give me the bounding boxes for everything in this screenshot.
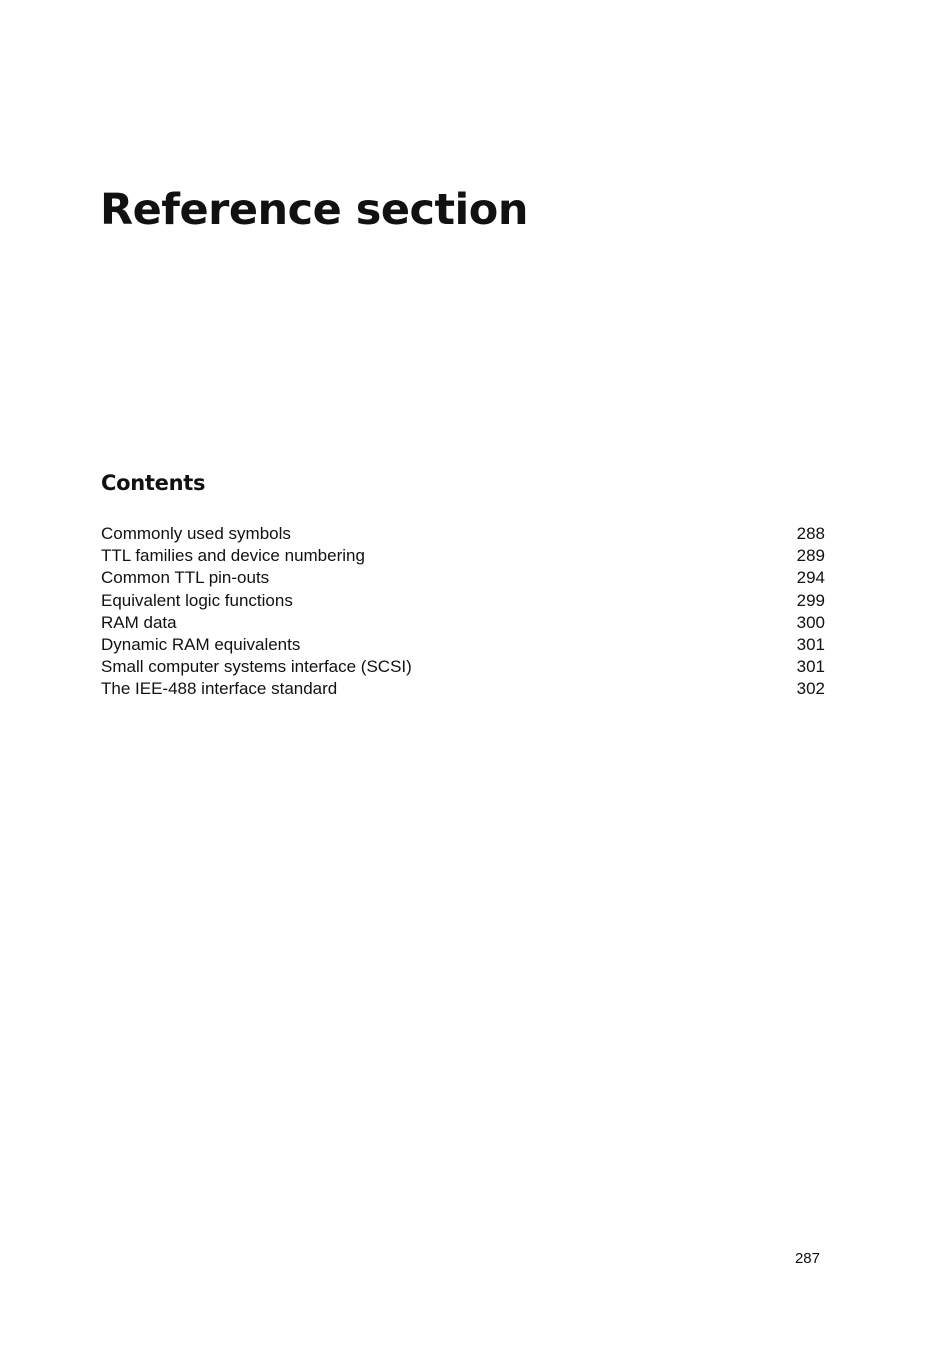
- toc-entry-page: 300: [796, 612, 825, 632]
- contents-heading: Contents: [101, 471, 206, 495]
- table-of-contents: [101, 520, 825, 698]
- toc-entry: [101, 609, 825, 631]
- toc-entry-label: Equivalent logic functions: [101, 590, 293, 610]
- toc-entry: [101, 564, 825, 586]
- toc-entry: [101, 653, 825, 675]
- page-title: Reference section: [100, 185, 528, 235]
- toc-entry-label: Commonly used symbols: [101, 524, 291, 543]
- toc-entry-page: 288: [796, 524, 825, 543]
- toc-entry-page: 289: [796, 546, 825, 566]
- toc-entry-page: 302: [796, 679, 825, 699]
- toc-entry: [101, 631, 825, 653]
- toc-entry: [101, 520, 825, 542]
- page-number: 287: [794, 1250, 820, 1267]
- toc-entry: [101, 675, 825, 697]
- toc-entry-label: RAM data: [101, 612, 177, 632]
- toc-entry-label: Common TTL pin-outs: [101, 568, 270, 588]
- toc-entry-page: 299: [796, 590, 825, 610]
- toc-entry: [101, 542, 825, 564]
- toc-entry-label: Small computer systems interface (SCSI): [101, 657, 412, 677]
- toc-entry-label: The IEE-488 interface standard: [101, 679, 338, 699]
- toc-entry: [101, 587, 825, 609]
- toc-entry-label: TTL families and device numbering: [101, 546, 365, 566]
- toc-entry-page: 301: [796, 657, 825, 677]
- toc-entry-label: Dynamic RAM equivalents: [101, 634, 301, 654]
- toc-entry-page: 301: [796, 634, 825, 654]
- toc-entry-page: 294: [796, 568, 825, 588]
